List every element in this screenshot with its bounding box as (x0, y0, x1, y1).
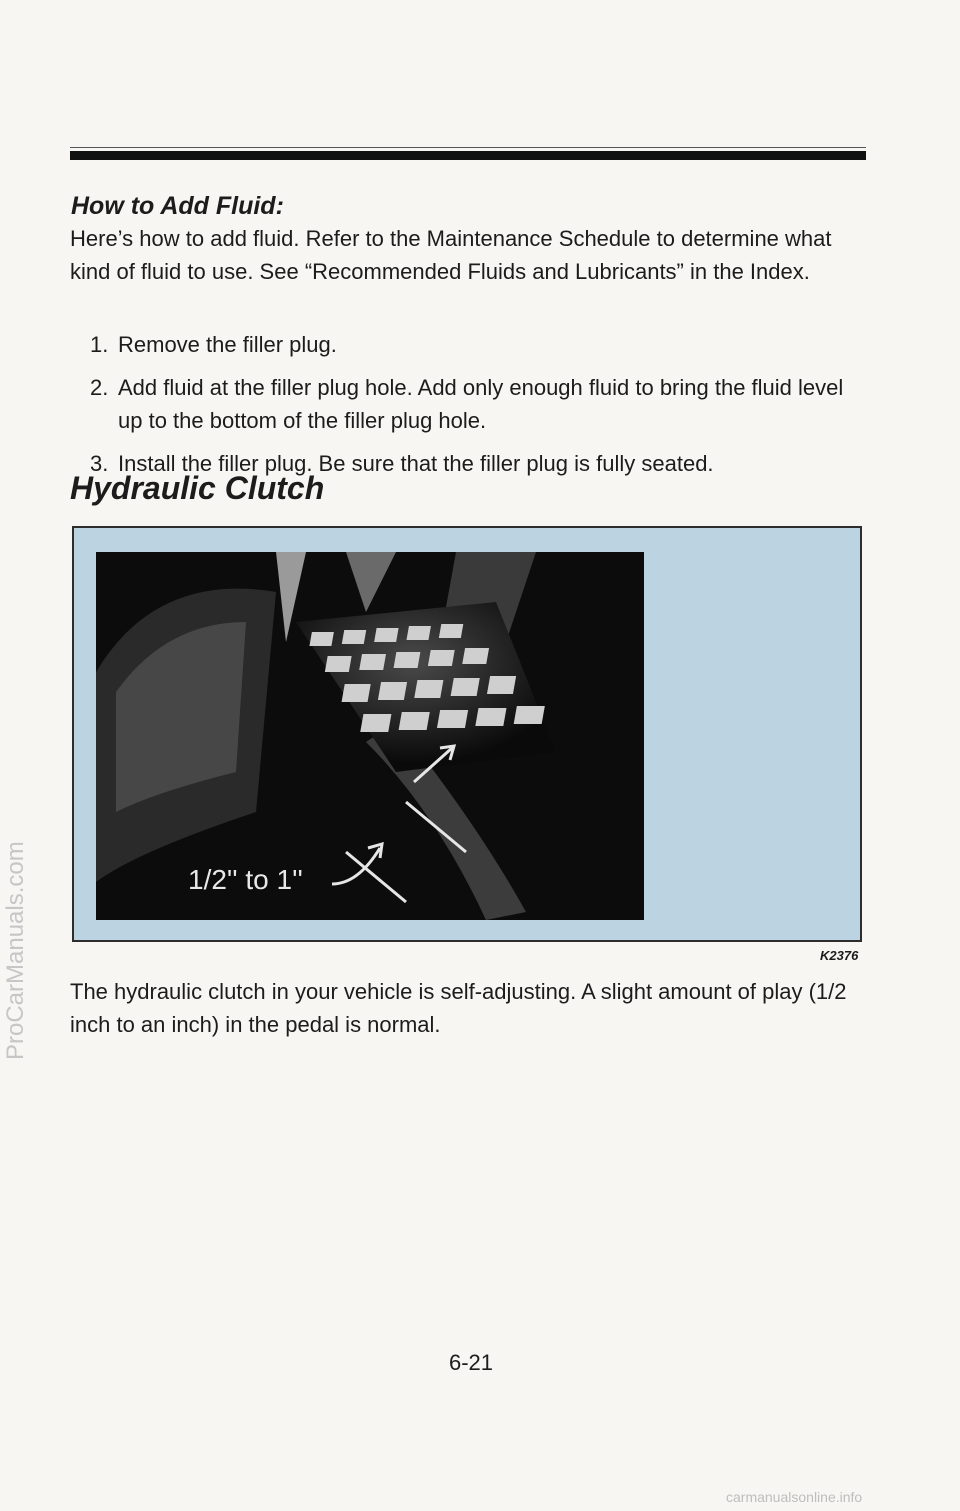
figure-callout: 1/2'' to 1'' (188, 864, 303, 895)
step-number: 1. (90, 332, 109, 357)
top-rule (70, 151, 866, 160)
side-watermark: ProCarManuals.com (2, 841, 29, 1060)
section-title: Hydraulic Clutch (70, 470, 325, 506)
how-to-add-fluid-heading: How to Add Fluid: (71, 192, 284, 220)
top-rule-thin (70, 147, 866, 148)
list-item (90, 328, 860, 361)
step-number: 2. (90, 375, 109, 400)
page-number: 6-21 (449, 1350, 494, 1375)
how-to-add-intro: Here’s how to add fluid. Refer to the Maintenance Schedule to determine what kind of fluid to use. See “Recommended Fluids and Lubricants” in the Index. (70, 226, 832, 284)
steps-list (90, 328, 860, 490)
figure-code: K2376 (820, 948, 859, 963)
step-text: Add fluid at the filler plug hole. Add only enough fluid to bring the fluid level up to the bottom of the filler plug hole. (118, 375, 844, 433)
bottom-watermark: carmanualsonline.info (726, 1489, 863, 1505)
clutch-figure (72, 526, 862, 942)
step-number: 3. (90, 451, 109, 476)
clutch-pedal-photo (96, 552, 644, 920)
step-text: Install the filler plug. Be sure that the filler plug is fully seated. (118, 451, 714, 476)
clutch-pedal-illustration (96, 552, 644, 920)
clutch-body-text: The hydraulic clutch in your vehicle is self-adjusting. A slight amount of play (1/2 inch to an inch) in the pedal is normal. (70, 979, 847, 1037)
step-text: Remove the filler plug. (118, 332, 337, 357)
list-item (90, 371, 860, 437)
